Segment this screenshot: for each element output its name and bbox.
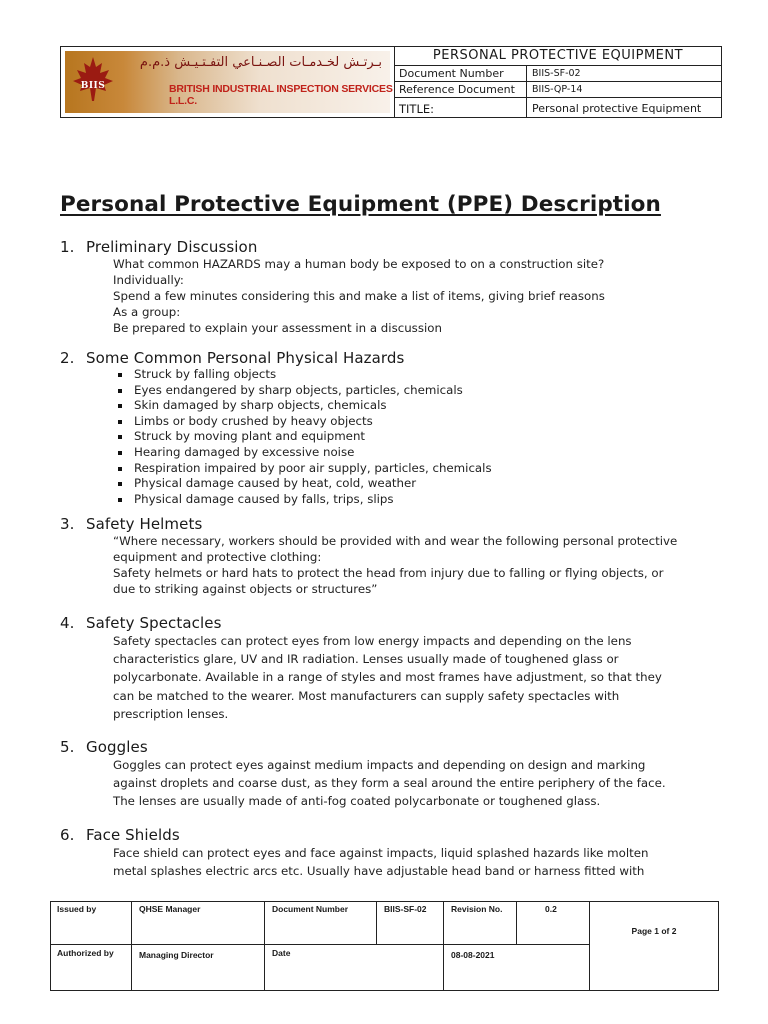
meta-row [395,98,721,117]
section-safety-spectacles [60,614,730,723]
section-heading: 4. Safety Spectacles [60,614,222,632]
section-body: Safety spectacles can protect eyes from low energy impacts and depending on the lens characteristics glare, UV and IR radiation. Lenses usually made of toughened glass or polycarbonate. Available in a range of styles and most frames have adjustment, so that they can be matched to the wearer. Most manufacturers can supply safety spectacles with prescription lenses. [113,634,662,721]
list-item: Respiration impaired by poor air supply, particles, chemicals [116,461,730,477]
issued-by-label: Issued by [57,904,97,914]
section-body: “Where necessary, workers should be provided with and wear the following personal protective equipment and protective clothing: Safety helmets or hard hats to protect the head from injury due to falling or flying objects, or due to striking against objects or structures” [113,534,678,596]
section-body: Goggles can protect eyes against medium impacts and depending on design and marking against droplets and coarse dust, as they form a seal around the entire periphery of the face. The lenses are usually made of anti-fog coated polycarbonate or toughened glass. [113,758,666,809]
section-body: Face shield can protect eyes and face against impacts, liquid splashed hazards like molten metal splashes electric arcs etc. Usually have adjustable head band or harness fitted with [113,846,649,879]
meta-key: TITLE: [395,98,527,117]
hazard-list [116,367,730,507]
section-body: What common HAZARDS may a human body be exposed to on a construction site? Individually: Spend a few minutes considering this and make a list of items, giving brief reasons As a group: Be prepared to explain your assessment in a discussion [113,257,605,335]
list-item: Struck by falling objects [116,367,730,383]
issued-by-value: QHSE Manager [139,904,201,914]
section-physical-hazards [60,349,730,507]
authorized-by-value: Managing Director [139,950,214,960]
list-item: Eyes endangered by sharp objects, particles, chemicals [116,383,730,399]
section-heading: 3. Safety Helmets [60,515,203,533]
section-goggles [60,738,730,811]
list-item: Physical damage caused by heat, cold, weather [116,476,730,492]
list-item: Struck by moving plant and equipment [116,429,730,445]
document-header [60,46,722,118]
company-name: BRITISH INDUSTRIAL INSPECTION SERVICES L.L.C. [169,83,393,107]
page-number: Page 1 of 2 [631,926,677,936]
section-heading: 5. Goggles [60,738,148,756]
meta-key: Reference Document [395,82,527,97]
section-heading: 6. Face Shields [60,826,180,844]
date-label: Date [272,948,291,958]
logo-text: BIIS [80,81,106,91]
meta-value: BIIS-QP-14 [532,84,583,95]
company-name-arabic: بـرتـش لخـدمـات الصـنـاعي التفـتـيـش ذ.م.م [139,55,382,70]
doc-number-label: Document Number [272,904,349,914]
section-face-shields [60,826,730,880]
section-heading: 1. Preliminary Discussion [60,238,258,256]
date-value: 08-08-2021 [451,950,495,960]
document-category: PERSONAL PROTECTIVE EQUIPMENT [395,47,721,66]
authorized-by-label: Authorized by [57,948,114,958]
meta-key: Document Number [395,66,527,81]
section-heading: 2. Some Common Personal Physical Hazards [60,349,405,367]
page-title: Personal Protective Equipment (PPE) Description [60,192,661,217]
meta-row [395,66,721,82]
list-item: Physical damage caused by falls, trips, slips [116,492,730,508]
document-meta [395,47,721,117]
document-footer [50,901,719,991]
list-item: Skin damaged by sharp objects, chemicals [116,398,730,414]
revision-label: Revision No. [451,904,503,914]
company-logo-cell [61,47,395,117]
revision-value: 0.2 [545,904,557,914]
section-preliminary-discussion [60,238,730,336]
maple-leaf-icon [71,55,115,103]
meta-row [395,82,721,98]
doc-number-value: BIIS-SF-02 [384,904,427,914]
meta-value: Personal protective Equipment [532,102,702,115]
section-safety-helmets [60,515,730,597]
meta-value: BIIS-SF-02 [532,68,581,79]
list-item: Hearing damaged by excessive noise [116,445,730,461]
list-item: Limbs or body crushed by heavy objects [116,414,730,430]
